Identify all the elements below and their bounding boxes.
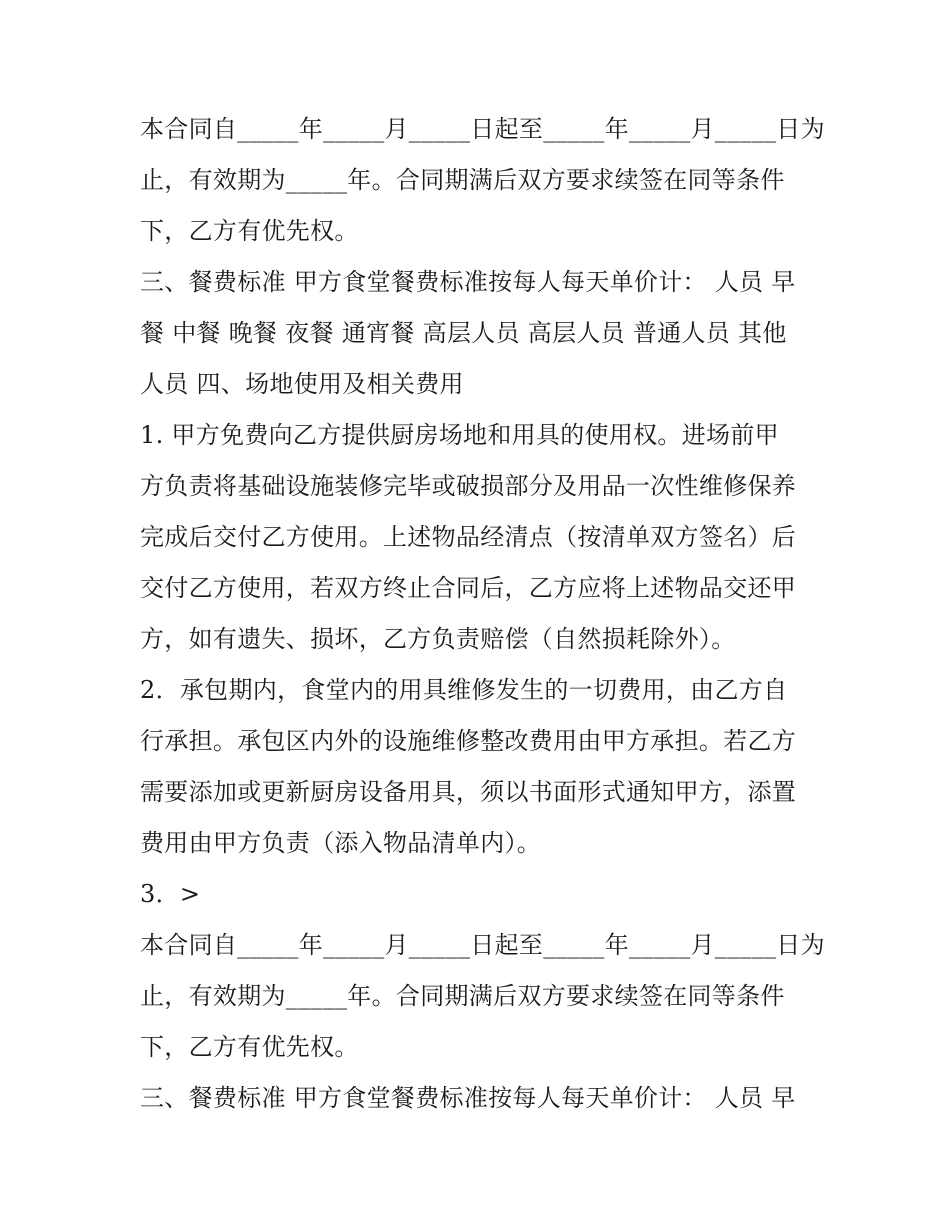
- text-line: 方负责将基础设施装修完毕或破损部分及用品一次性维修保养: [140, 472, 797, 500]
- text-line: 3．>: [140, 880, 201, 908]
- text-line: 三、餐费标准 甲方食堂餐费标准按每人每天单价计： 人员 早: [140, 268, 796, 296]
- text-line: 费用由甲方负责（添入物品清单内）。: [140, 829, 542, 857]
- text-line: 三、餐费标准 甲方食堂餐费标准按每人每天单价计： 人员 早: [140, 1084, 796, 1112]
- text-line: 下，乙方有优先权。: [140, 217, 359, 245]
- text-line: 本合同自_____年_____月_____日起至_____年_____月_____日为: [140, 115, 825, 143]
- text-line: 完成后交付乙方使用。上述物品经清点（按清单双方签名）后: [140, 523, 797, 551]
- text-line: 行承担。承包区内外的设施维修整改费用由甲方承担。若乙方: [140, 727, 797, 755]
- text-line: 1. 甲方免费向乙方提供厨房场地和用具的使用权。进场前甲: [140, 421, 779, 449]
- text-line: 人员 四、场地使用及相关费用: [140, 370, 464, 398]
- text-line: 餐 中餐 晚餐 夜餐 通宵餐 高层人员 高层人员 普通人员 其他: [140, 319, 787, 347]
- text-line: 交付乙方使用，若双方终止合同后，乙方应将上述物品交还甲: [140, 574, 797, 602]
- text-line: 止，有效期为_____年。合同期满后双方要求续签在同等条件: [140, 166, 785, 194]
- text-line: 2．承包期内，食堂内的用具维修发生的一切费用，由乙方自: [140, 676, 788, 704]
- document-page: [140, 104, 825, 1124]
- text-line: 需要添加或更新厨房设备用具，须以书面形式通知甲方，添置: [140, 778, 797, 806]
- text-line: 止，有效期为_____年。合同期满后双方要求续签在同等条件: [140, 982, 785, 1010]
- text-line: 本合同自_____年_____月_____日起至_____年_____月_____日为: [140, 931, 825, 959]
- text-line: 下，乙方有优先权。: [140, 1033, 359, 1061]
- text-line: 方，如有遗失、损坏，乙方负责赔偿（自然损耗除外）。: [140, 625, 736, 653]
